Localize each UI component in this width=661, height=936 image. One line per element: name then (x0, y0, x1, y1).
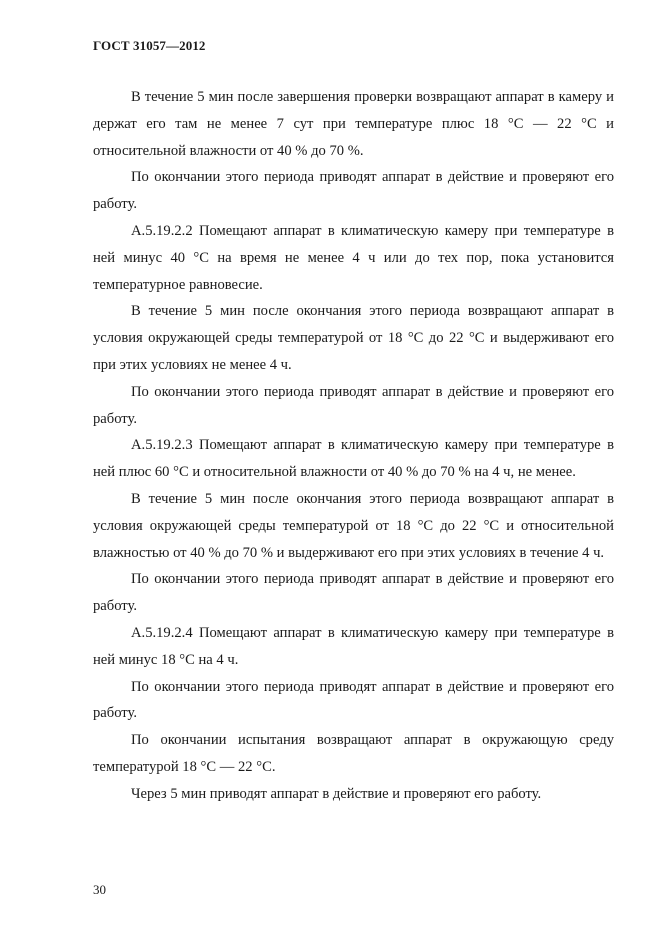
paragraph: По окончании этого периода приводят аппарат в действие и проверяют его работу. (93, 678, 614, 722)
paragraph: По окончании этого периода приводят аппарат в действие и проверяют его работу. (93, 169, 614, 213)
paragraph: А.5.19.2.3 Помещают аппарат в климатическую камеру при температуре в ней плюс 60 °С и относительной влажности от 40 % до 70 % на 4 ч, не менее. (93, 437, 614, 481)
body-text (93, 84, 614, 808)
paragraph: В течение 5 мин после окончания этого периода возвращают аппарат в условия окружающей среды температурой от 18 °С до 22 °С и выдерживают его при этих условиях не менее 4 ч. (93, 303, 614, 373)
paragraph: Через 5 мин приводят аппарат в действие и проверяют его работу. (131, 785, 542, 802)
paragraph: По окончании этого периода приводят аппарат в действие и проверяют его работу. (93, 571, 614, 615)
paragraph: А.5.19.2.4 Помещают аппарат в климатическую камеру при температуре в ней минус 18 °С на 4 ч. (93, 624, 614, 668)
standard-header: ГОСТ 31057—2012 (93, 38, 206, 53)
paragraph: По окончании испытания возвращают аппарат в окружающую среду температурой 18 °С — 22 °С. (93, 732, 614, 775)
page-number: 30 (93, 882, 106, 897)
paragraph: По окончании этого периода приводят аппарат в действие и проверяют его работу. (93, 383, 614, 427)
paragraph: А.5.19.2.2 Помещают аппарат в климатическую камеру при температуре в ней минус 40 °С на время не менее 4 ч или до тех пор, пока установится температурное равновесие. (93, 222, 614, 293)
paragraph: В течение 5 мин после завершения проверки возвращают аппарат в камеру и держат его там не менее 7 сут при температуре плюс 18 °С — 22 °С и относительной влажности от 40 % до 70 %. (93, 89, 614, 159)
paragraph: В течение 5 мин после окончания этого периода возвращают аппарат в условия окружающей среды температурой от 18 °С до 22 °С и относительной влажностью от 40 % до 70 % и выдерживают его при этих условиях в течение 4 ч. (93, 490, 614, 561)
